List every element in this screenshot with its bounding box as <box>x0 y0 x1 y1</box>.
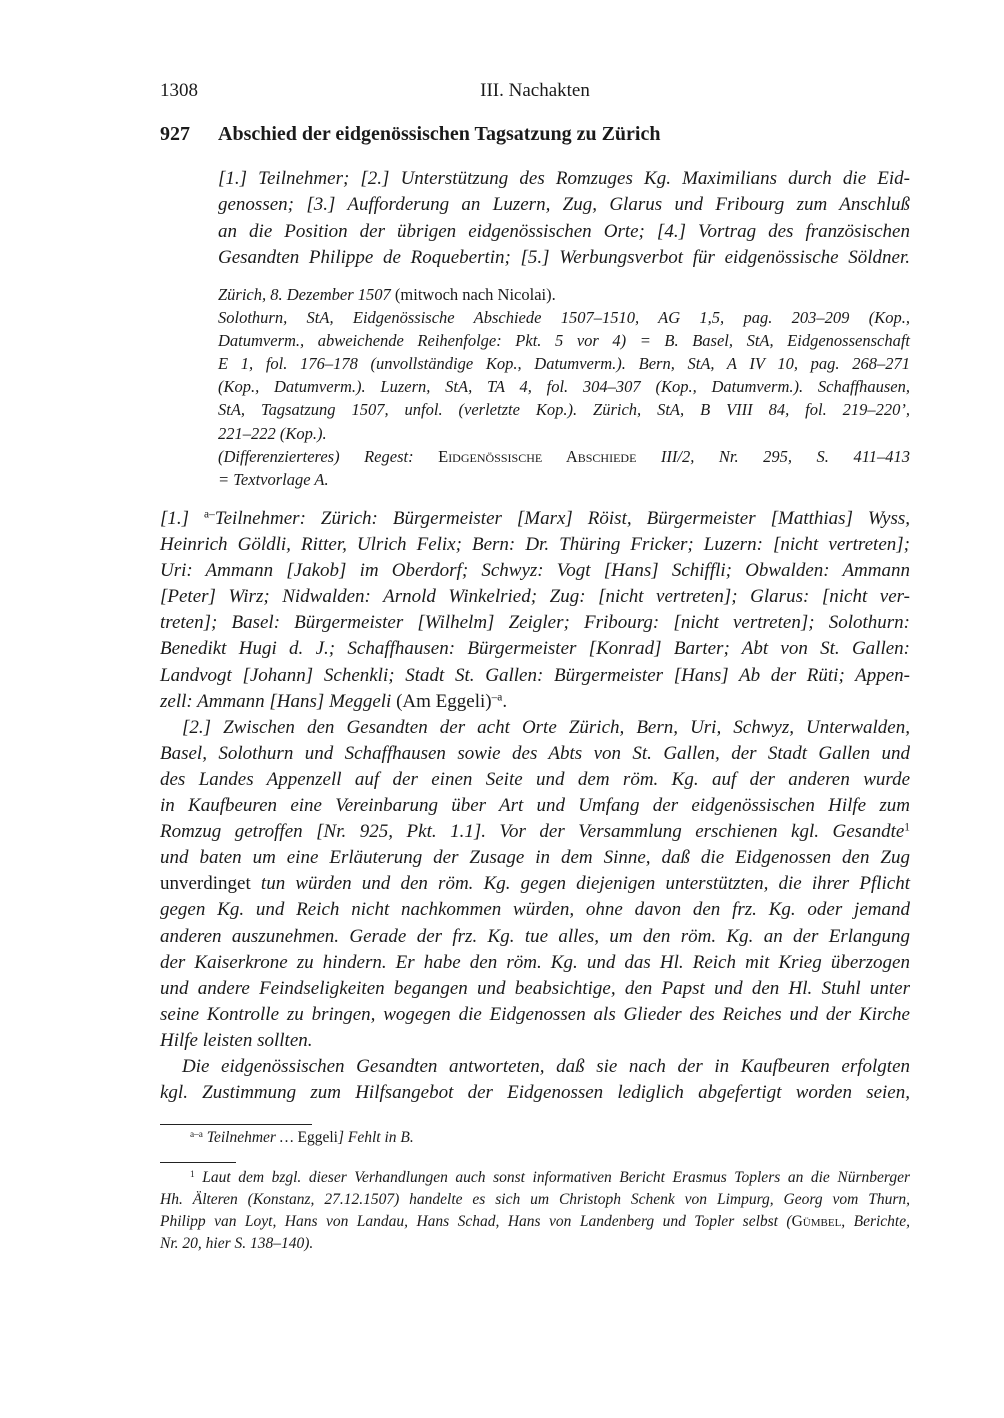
text-line <box>160 558 910 584</box>
text-segment: treten]; Basel: Bürgermeister [Wilhelm] Zeigler; Fribourg: [nicht vertreten]; Solothurn: <box>160 612 910 634</box>
document-title-text: Abschied der eidgenössischen Tagsatzung zu Zürich <box>218 123 661 145</box>
text-line <box>160 584 910 610</box>
text-line <box>218 166 910 192</box>
text-line <box>160 663 910 689</box>
text-segment: an die Position der übrigen eidgenössischen Orte; [4.] Vortrag des französischen <box>218 220 910 242</box>
text-segment: [2.] Zwischen den Gesandten der acht Orte Zürich, Bern, Uri, Schwyz, Unterwalden, <box>182 716 910 738</box>
text-segment: Eggeli <box>297 1129 338 1146</box>
text-segment: = Textvorlage A. <box>218 469 329 489</box>
regest-summary <box>218 166 910 271</box>
text-line <box>160 741 910 767</box>
text-line <box>160 897 910 923</box>
text-line <box>218 375 910 398</box>
text-line <box>160 845 910 871</box>
text-segment: genossen; [3.] Aufforderung an Luzern, Zug, Glarus und Fribourg zum Anschluß <box>218 194 910 216</box>
text-line <box>160 871 910 897</box>
commentary-footnote <box>160 1167 910 1255</box>
source-apparatus <box>218 283 910 491</box>
text-segment: und andere Feindseligkeiten begangen und beabsichtige, den Papst und den Hl. Stuhl unter <box>160 977 910 999</box>
text-segment: Basel, Solothurn und Schaffhausen sowie des Abts von St. Gallen, der Stadt Gallen und <box>160 742 910 764</box>
text-line <box>160 506 910 532</box>
note-marker: 1 <box>904 821 910 834</box>
text-line <box>218 398 910 421</box>
text-line <box>218 219 910 245</box>
text-line <box>160 793 910 819</box>
text-line <box>160 1129 910 1147</box>
text-segment: [Peter] Wirz; Nidwalden: Arnold Winkelried; Zug: [nicht vertreten]; Glarus: [nicht ver- <box>160 586 910 608</box>
text-line <box>218 445 910 468</box>
text-segment: . <box>502 690 508 712</box>
footnote-divider <box>160 1162 236 1163</box>
text-segment: kgl. Zustimmung zum Hilfsangebot der Eidgenossen lediglich abgefertigt worden seien, <box>160 1082 910 1104</box>
text-line <box>218 306 910 329</box>
text-segment: in Kaufbeuren eine Vereinbarung über Art und Umfang der eidgenössischen Hilfe zum <box>160 795 910 817</box>
text-critical-footnote <box>160 1129 910 1147</box>
running-title: III. Nachakten <box>480 80 590 101</box>
text-line <box>160 715 910 741</box>
text-segment: tun würden und den röm. Kg. gegen diejenigen unterstützten, die ihrer Pflicht <box>250 873 910 895</box>
text-segment: Landvogt [Johann] Schenkli; Stadt St. Gallen: Bürgermeister [Hans] Ab der Rüti; Appen- <box>160 664 910 686</box>
note-marker: a– <box>204 508 215 521</box>
text-segment: Eidgenössische Abschiede <box>438 446 637 466</box>
text-line <box>160 1233 910 1255</box>
document-number: 927 <box>160 123 190 145</box>
text-segment: Teilnehmer … <box>202 1129 298 1146</box>
document-title <box>160 123 920 146</box>
text-segment: III/2, Nr. 295, S. 411–413 <box>636 446 910 466</box>
text-line <box>160 1189 910 1211</box>
text-segment: Hh. Älteren (Konstanz, 27.12.1507) handelte es sich um Christoph Schenk von Limpurg, Georg vom Thurn, <box>160 1191 910 1208</box>
note-marker: –a <box>491 691 503 704</box>
text-line <box>160 689 910 715</box>
text-segment: der Kaiserkrone zu hindern. Er habe den röm. Kg. und das Hl. Reich mit Krieg überzogen <box>160 951 910 973</box>
text-segment: (Differenzierteres) Regest: <box>218 446 439 466</box>
text-segment: Solothurn, StA, Eidgenössische Abschiede 1507–1510, AG 1,5, pag. 203–209 (Kop., <box>218 308 910 328</box>
text-segment: [1.] <box>160 508 205 529</box>
note-marker: 1 <box>190 1169 195 1180</box>
text-line <box>160 767 910 793</box>
text-line <box>160 1028 910 1054</box>
page-number: 1308 <box>160 80 198 101</box>
text-line <box>160 819 910 845</box>
text-segment: , Berichte, <box>841 1213 910 1230</box>
text-line <box>218 352 910 375</box>
text-segment: Uri: Ammann [Jakob] im Oberdorf; Schwyz: Vogt [Hans] Schiffli; Obwalden: Ammann <box>160 560 910 582</box>
text-line <box>160 636 910 662</box>
text-segment: Heinrich Göldli, Ritter, Ulrich Felix; Bern: Dr. Thüring Fricker; Luzern: [nicht vertreten]; <box>160 534 910 556</box>
text-segment: des Landes Appenzell auf der einen Seite und dem röm. Kg. auf der anderen wurde <box>160 768 910 790</box>
text-segment: und baten um eine Erläuterung der Zusage in dem Sinne, daß die Eidgenossen den Zug <box>160 847 910 869</box>
text-segment: anderen auszunehmen. Gerade der frz. Kg. tue alles, um den röm. Kg. an der Erlangung <box>160 925 910 947</box>
text-segment: Nr. 20, hier S. 138–140). <box>160 1235 314 1252</box>
main-text <box>160 506 910 1106</box>
text-segment: Philipp van Loyt, Hans von Landau, Hans Schad, Hans von Landenberg und Topler selbst ( <box>160 1213 792 1230</box>
text-line <box>218 283 910 306</box>
text-segment: unverdinget <box>160 873 251 895</box>
text-segment: Zürich, 8. Dezember 1507 <box>218 285 395 304</box>
note-marker: a–a <box>190 1129 203 1140</box>
text-line <box>218 245 910 271</box>
text-line <box>160 1167 910 1189</box>
text-segment: ] Fehlt in B. <box>337 1129 414 1146</box>
text-segment: Gümbel <box>791 1213 842 1230</box>
text-line <box>160 1080 910 1106</box>
text-line <box>160 1002 910 1028</box>
text-line <box>218 468 910 491</box>
text-segment: (mitwoch nach Nicolai). <box>394 285 556 304</box>
text-line <box>160 610 910 636</box>
text-segment: gegen Kg. und Reich nicht nachkommen würden, ohne davon den frz. Kg. oder jemand <box>160 899 910 921</box>
text-segment: Romzug getroffen [Nr. 925, Pkt. 1.1]. Vor der Versammlung erschienen kgl. Gesandte <box>160 821 905 843</box>
text-line <box>160 950 910 976</box>
text-line <box>160 1054 910 1080</box>
text-segment: Gesandten Philippe de Roquebertin; [5.] Werbungsverbot für eidgenössische Söldner. <box>218 246 910 268</box>
text-segment: Datumverm., abweichende Reihenfolge: Pkt. 5 vor 4) = B. Basel, StA, Eidgenossenschaft <box>218 331 910 351</box>
text-segment: [1.] Teilnehmer; [2.] Unterstützung des Romzuges Kg. Maximilians durch die Eid- <box>218 168 910 189</box>
text-segment: Laut dem bzgl. dieser Verhandlungen auch sonst informativen Bericht Erasmus Toplers an die Nürnberger <box>194 1169 910 1186</box>
footnote-divider <box>160 1124 312 1125</box>
text-segment: Teilnehmer: Zürich: Bürgermeister [Marx] Röist, Bürgermeister [Matthias] Wyss, <box>214 508 910 529</box>
text-segment: zell: Ammann [Hans] Meggeli <box>160 690 397 712</box>
text-segment: StA, Tagsatzung 1507, unfol. (verletzte Kop.). Zürich, StA, B VIII 84, fol. 219–220’, <box>218 400 910 420</box>
text-line <box>218 422 910 445</box>
text-segment: (Kop., Datumverm.). Luzern, StA, TA 4, fol. 304–307 (Kop., Datumverm.). Schaffhausen, <box>218 377 910 397</box>
text-line <box>218 192 910 218</box>
text-segment: Benedikt Hugi d. J.; Schaffhausen: Bürgermeister [Konrad] Barter; Abt von St. Gallen: <box>160 638 910 660</box>
text-line <box>160 976 910 1002</box>
text-line <box>218 329 910 352</box>
text-segment: Hilfe leisten sollten. <box>160 1029 313 1051</box>
text-segment: Die eidgenössischen Gesandten antworteten, daß sie nach der in Kaufbeuren erfolgten <box>182 1055 910 1077</box>
text-line <box>160 924 910 950</box>
text-segment: (Am Eggeli) <box>396 690 492 712</box>
text-segment: E 1, fol. 176–178 (unvollständige Kop., Datumverm.). Bern, StA, A IV 10, pag. 268–271 <box>218 354 910 374</box>
text-segment: seine Kontrolle zu bringen, wogegen die Eidgenossen als Glieder des Reiches und der Kirche <box>160 1003 910 1025</box>
text-line <box>160 1211 910 1233</box>
text-line <box>160 532 910 558</box>
text-segment: 221–222 (Kop.). <box>218 423 327 443</box>
